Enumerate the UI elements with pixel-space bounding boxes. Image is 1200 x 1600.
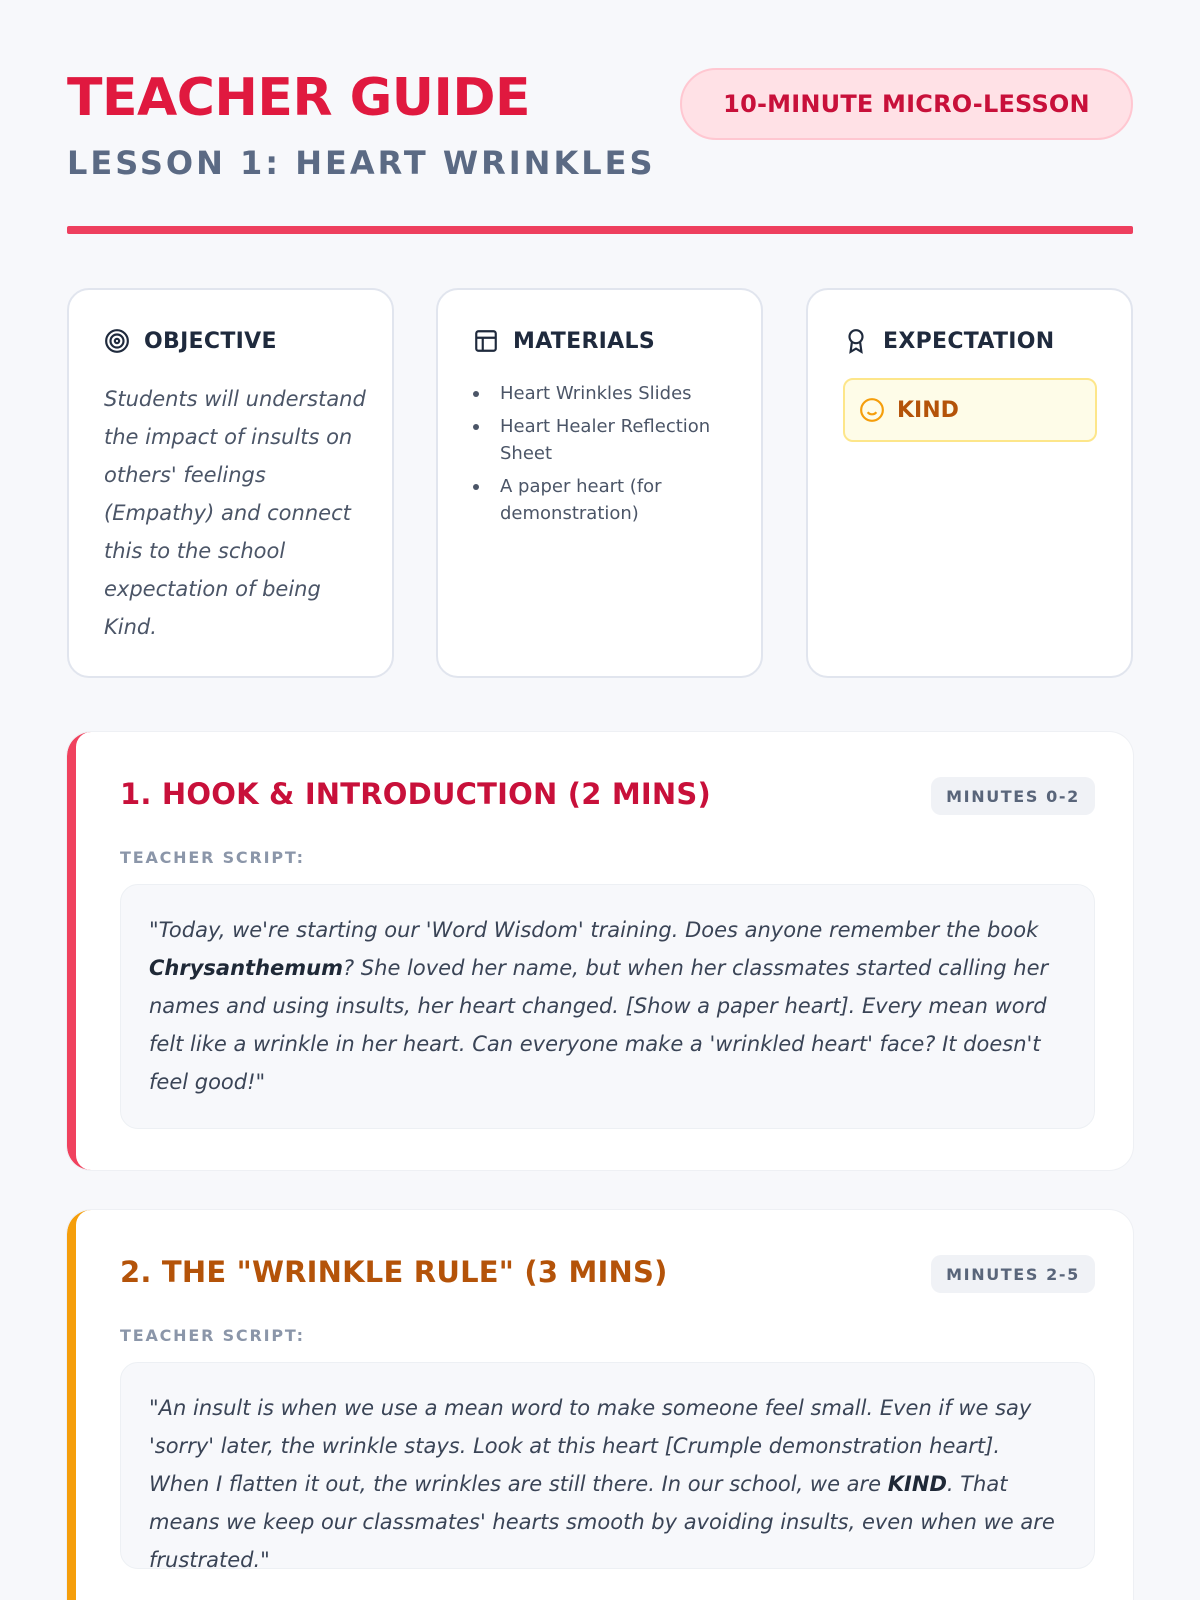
section-title: 2. THE "WRINKLE RULE" (3 MINS) (120, 1255, 668, 1289)
expectation-heading-label: EXPECTATION (883, 328, 1055, 354)
teacher-script (120, 884, 1095, 1129)
award-icon (843, 328, 869, 354)
materials-heading-label: MATERIALS (513, 328, 655, 354)
list-item: Heart Wrinkles Slides (473, 380, 743, 407)
minutes-badge: MINUTES 0-2 (931, 777, 1095, 815)
section-title: 1. HOOK & INTRODUCTION (2 MINS) (120, 777, 711, 811)
section-hook-introduction (67, 732, 1133, 1170)
objective-heading-label: OBJECTIVE (144, 328, 277, 354)
header-divider (67, 226, 1133, 234)
duration-badge: 10-MINUTE MICRO-LESSON (680, 68, 1133, 140)
materials-card (436, 288, 763, 678)
info-cards (67, 288, 1133, 678)
page-title: TEACHER GUIDE (67, 68, 531, 128)
script-text: "An insult is when we use a mean word to make someone feel small. Even if we say 'sorry' later, the wrinkle stays. Look at this heart [Crumple demonstration heart]. When I flatten it out, the wrinkles are still there. In our school, we are (149, 1396, 1032, 1496)
materials-list (473, 380, 743, 533)
page-header (67, 0, 1133, 236)
materials-heading (473, 328, 655, 354)
script-label: TEACHER SCRIPT: (120, 1326, 305, 1345)
objective-text: Students will understand the impact of insults on others' feelings (Empathy) and connect this to the school expectation of being Kind. (104, 387, 366, 639)
script-text: "Today, we're starting our 'Word Wisdom' training. Does anyone remember the book (149, 918, 1039, 942)
expectation-card (806, 288, 1133, 678)
expectation-heading (843, 328, 1055, 354)
script-emphasis: Chrysanthemum (149, 956, 343, 980)
section-wrinkle-rule (67, 1210, 1133, 1600)
target-icon (104, 328, 130, 354)
teacher-script (120, 1362, 1095, 1572)
expectation-value-chip (843, 378, 1097, 442)
teacher-guide-page (67, 0, 1133, 1572)
lesson-subtitle: LESSON 1: HEART WRINKLES (67, 144, 656, 182)
list-item: A paper heart (for demonstration) (473, 473, 743, 527)
section-accent-bar (67, 732, 91, 1170)
expectation-value: KIND (897, 397, 959, 423)
section-accent-bar (67, 1210, 91, 1600)
script-text: . That means we keep our classmates' hearts smooth by avoiding insults, even when we are frustrated." (149, 1472, 1055, 1572)
layout-icon (473, 328, 499, 354)
script-label: TEACHER SCRIPT: (120, 848, 305, 867)
script-emphasis: KIND (887, 1472, 947, 1496)
objective-card (67, 288, 394, 678)
smile-icon (859, 397, 885, 423)
list-item: Heart Healer Reflection Sheet (473, 413, 743, 467)
script-text: ? She loved her name, but when her classmates started calling her names and using insults, her heart changed. [Show a paper heart]. Every mean word felt like a wrinkle in her heart. Can everyone make a 'wrinkled heart' face? It doesn't feel good!" (149, 956, 1049, 1094)
minutes-badge: MINUTES 2-5 (931, 1255, 1095, 1293)
objective-heading (104, 328, 277, 354)
